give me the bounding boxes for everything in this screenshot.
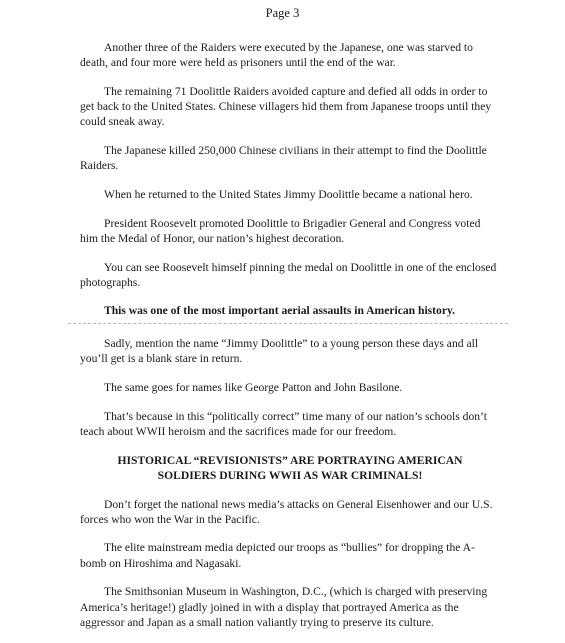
page-number: Page 3 [265, 6, 300, 20]
paragraph-raiders-executed: Another three of the Raiders were executed by the Japanese, one was starved to death, and four more were held as prisoners until the end of the war. [80, 41, 473, 70]
paragraph-medal-of-honor: President Roosevelt promoted Doolittle to Brigadier General and Congress voted him the Medal of Honor, our nation’s highest decoration. [80, 216, 481, 245]
document-body [80, 40, 500, 643]
paragraph-civilians-killed: The Japanese killed 250,000 Chinese civilians in their attempt to find the Doolittle Raiders. [80, 144, 487, 173]
paragraph-blank-stare: Sadly, mention the name “Jimmy Doolittle” to a young person these days and all you’ll get is a blank stare in return. [80, 337, 479, 366]
paragraph-raiders-escaped: The remaining 71 Doolittle Raiders avoided capture and defied all odds in order to get back to the United States. Chinese villagers hid them from Japanese troops until they could sneak away. [80, 84, 492, 129]
paragraph-smithsonian: The Smithsonian Museum in Washington, D.C., (which is charged with preserving America’s heritage!) gladly joined in with a display that portrayed America as the aggressor and Japan as a small nation valiantly trying to preserve its culture. [80, 585, 488, 629]
paragraph-politically-correct: That’s because in this “politically correct” time many of our nation’s schools don’t teach about WWII heroism and the sacrifices made for our freedom. [80, 409, 487, 438]
section-heading [80, 453, 500, 483]
paragraph-media-attacks: Don’t forget the national news media’s attacks on General Eisenhower and our U.S. forces who won the War in the Pacific. [80, 497, 493, 526]
scan-artifact-line [68, 323, 508, 324]
section-heading-line-1: HISTORICAL “REVISIONISTS” ARE PORTRAYING AMERICAN [117, 453, 463, 467]
paragraph-bullies: The elite mainstream media depicted our troops as “bullies” for dropping the A-bomb on Hiroshima and Nagasaki. [80, 541, 475, 570]
section-heading-line-2: SOLDIERS DURING WWII AS WAR CRIMINALS! [157, 468, 423, 482]
paragraph-important-assault: This was one of the most important aerial assaults in American history. [104, 304, 456, 318]
paragraph-patton-basilone: The same goes for names like George Patton and John Basilone. [104, 381, 403, 395]
paragraph-photographs: You can see Roosevelt himself pinning the medal on Doolittle in one of the enclosed photographs. [80, 260, 497, 289]
paragraph-national-hero: When he returned to the United States Jimmy Doolittle became a national hero. [104, 187, 473, 201]
